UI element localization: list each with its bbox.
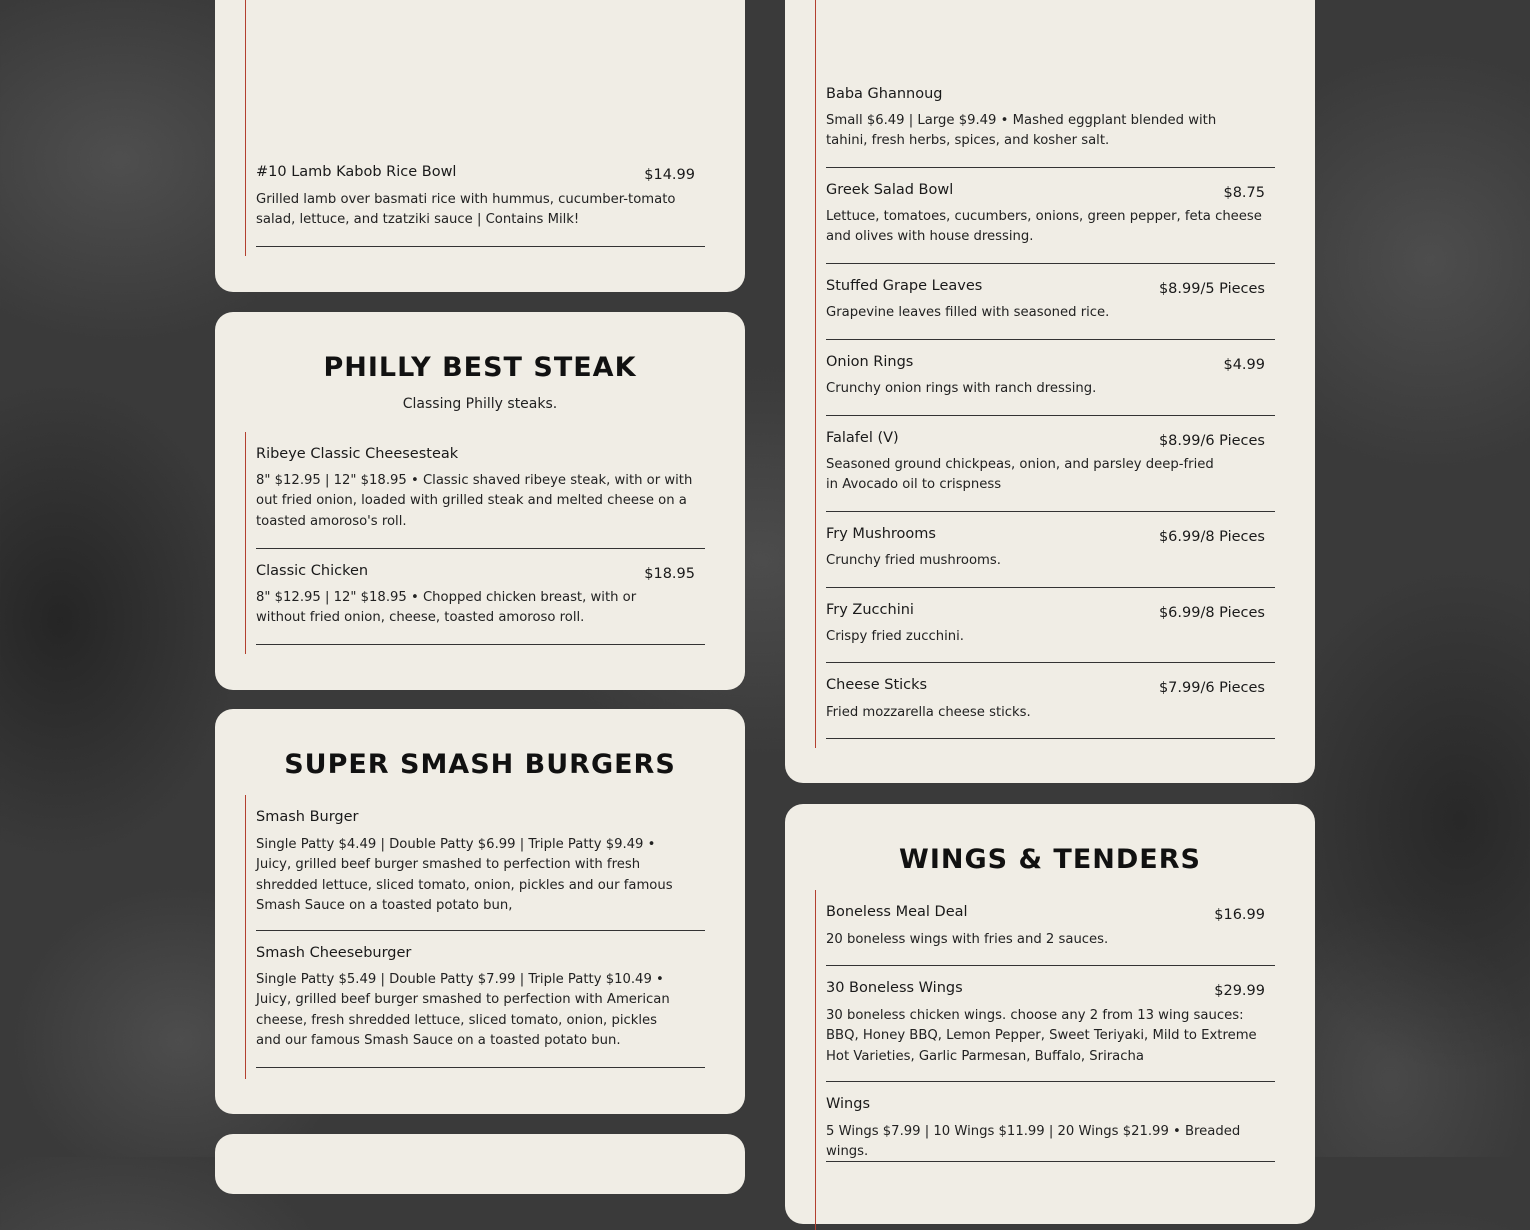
- menu-item-description: Crispy fried zucchini.: [826, 629, 964, 644]
- menu-item[interactable]: [826, 416, 1275, 512]
- menu-item-name: Baba Ghannoug: [826, 86, 943, 102]
- menu-item[interactable]: [826, 966, 1275, 1082]
- menu-items-list: [245, 432, 706, 654]
- menu-item-description: Single Patty $5.49 | Double Patty $7.99 | Triple Patty $10.49 • Juicy, grilled beef burger smashed to perfection with American cheese, fresh shredded lettuce, sliced tomato, onion, pickles and our famous Smash Sauce on a toasted potato bun.: [256, 972, 670, 1048]
- menu-item[interactable]: [256, 154, 705, 247]
- menu-items-list: [245, 0, 706, 256]
- menu-item-description: Grapevine leaves filled with seasoned rice.: [826, 305, 1110, 320]
- menu-item-price: $8.99/6 Pieces: [1158, 433, 1265, 449]
- menu-item[interactable]: [826, 70, 1275, 168]
- section-title: SUPER SMASH BURGERS: [284, 749, 676, 780]
- menu-item-price: $18.95: [644, 566, 695, 582]
- menu-item[interactable]: [826, 168, 1275, 264]
- menu-item-price: $4.99: [1223, 357, 1265, 373]
- menu-item-description: Fried mozzarella cheese sticks.: [826, 705, 1031, 720]
- menu-card-philly-best-steak: [215, 312, 745, 690]
- menu-item-name: Ribeye Classic Cheesesteak: [256, 446, 459, 462]
- menu-item-name: #10 Lamb Kabob Rice Bowl: [256, 164, 457, 180]
- menu-item-description: Small $6.49 | Large $9.49 • Mashed eggplant blended with tahini, fresh herbs, spices, and kosher salt.: [826, 113, 1217, 149]
- menu-item[interactable]: [826, 340, 1275, 416]
- menu-item-price: $6.99/8 Pieces: [1158, 529, 1265, 545]
- menu-card-next: [215, 1134, 745, 1194]
- menu-item[interactable]: [826, 512, 1275, 588]
- menu-item[interactable]: [256, 931, 705, 1068]
- menu-item[interactable]: [256, 549, 705, 645]
- section-title: PHILLY BEST STEAK: [323, 352, 637, 383]
- menu-item-description: Lettuce, tomatoes, cucumbers, onions, green pepper, feta cheese and olives with house dressing.: [826, 209, 1262, 245]
- menu-item-description: 8" $12.95 | 12" $18.95 • Classic shaved ribeye steak, with or with out fried onion, loaded with grilled steak and melted cheese on a toasted amoroso's roll.: [256, 473, 693, 529]
- menu-items-list: [815, 890, 1276, 1230]
- menu-item-name: Classic Chicken: [256, 563, 369, 579]
- menu-item-name: 30 Boneless Wings: [826, 980, 963, 996]
- section-title: WINGS & TENDERS: [899, 844, 1201, 875]
- menu-card-bowls: [215, 0, 745, 292]
- menu-item-name: Fry Mushrooms: [826, 526, 936, 542]
- menu-card-wings-tenders: [785, 804, 1315, 1224]
- menu-item-description: 20 boneless wings with fries and 2 sauces.: [826, 932, 1109, 947]
- menu-item-name: Cheese Sticks: [826, 677, 928, 693]
- menu-item[interactable]: [256, 432, 705, 549]
- menu-item-description: Crunchy onion rings with ranch dressing.: [826, 381, 1097, 396]
- menu-item-description: 8" $12.95 | 12" $18.95 • Chopped chicken breast, with or without fried onion, cheese, toasted amoroso roll.: [256, 590, 637, 626]
- menu-item-name: Boneless Meal Deal: [826, 904, 968, 920]
- menu-item-description: 30 boneless chicken wings. choose any 2 from 13 wing sauces: BBQ, Honey BBQ, Lemon Pepper, Sweet Teriyaki, Mild to Extreme Hot Varieties, Garlic Parmesan, Buffalo, Sriracha: [826, 1008, 1257, 1064]
- menu-item[interactable]: [826, 663, 1275, 739]
- menu-item[interactable]: [826, 264, 1275, 340]
- menu-item-name: Greek Salad Bowl: [826, 182, 954, 198]
- menu-item-price: $29.99: [1214, 983, 1265, 999]
- menu-item[interactable]: [256, 795, 705, 931]
- menu-item-name: Smash Burger: [256, 809, 359, 825]
- menu-item-price: $6.99/8 Pieces: [1158, 605, 1265, 621]
- menu-item-name: Wings: [826, 1096, 870, 1112]
- menu-item-description: Single Patty $4.49 | Double Patty $6.99 | Triple Patty $9.49 • Juicy, grilled beef burger smashed to perfection with fresh shredded lettuce, sliced tomato, onion, pickles and our famous Smash Sauce on a toasted potato bun,: [256, 837, 673, 913]
- menu-item-description: Crunchy fried mushrooms.: [826, 553, 1001, 568]
- menu-card-sides: [785, 0, 1315, 783]
- menu-item-description: Grilled lamb over basmati rice with hummus, cucumber-tomato salad, lettuce, and tzatziki sauce | Contains Milk!: [256, 192, 676, 228]
- menu-items-list: [245, 795, 706, 1079]
- menu-item-name: Smash Cheeseburger: [256, 945, 412, 961]
- menu-item[interactable]: [826, 890, 1275, 966]
- menu-item-price: $16.99: [1214, 907, 1265, 923]
- menu-item-description: 5 Wings $7.99 | 10 Wings $11.99 | 20 Wings $21.99 • Breaded wings.: [826, 1124, 1241, 1160]
- menu-item-description: Seasoned ground chickpeas, onion, and parsley deep-fried in Avocado oil to crispness: [826, 457, 1214, 493]
- menu-item-name: Fry Zucchini: [826, 602, 914, 618]
- menu-item-price: $8.99/5 Pieces: [1158, 281, 1265, 297]
- menu-item-price: $14.99: [644, 167, 695, 183]
- menu-item-price: $8.75: [1223, 185, 1265, 201]
- menu-item[interactable]: [826, 1082, 1275, 1162]
- menu-item-name: Falafel (V): [826, 430, 899, 446]
- menu-item-price: $7.99/6 Pieces: [1158, 680, 1265, 696]
- menu-card-super-smash-burgers: [215, 709, 745, 1114]
- section-subtitle: Classing Philly steaks.: [402, 396, 558, 412]
- menu-item-name: Stuffed Grape Leaves: [826, 278, 983, 294]
- menu-item[interactable]: [826, 588, 1275, 663]
- menu-items-list: [815, 0, 1276, 748]
- menu-item-name: Onion Rings: [826, 354, 914, 370]
